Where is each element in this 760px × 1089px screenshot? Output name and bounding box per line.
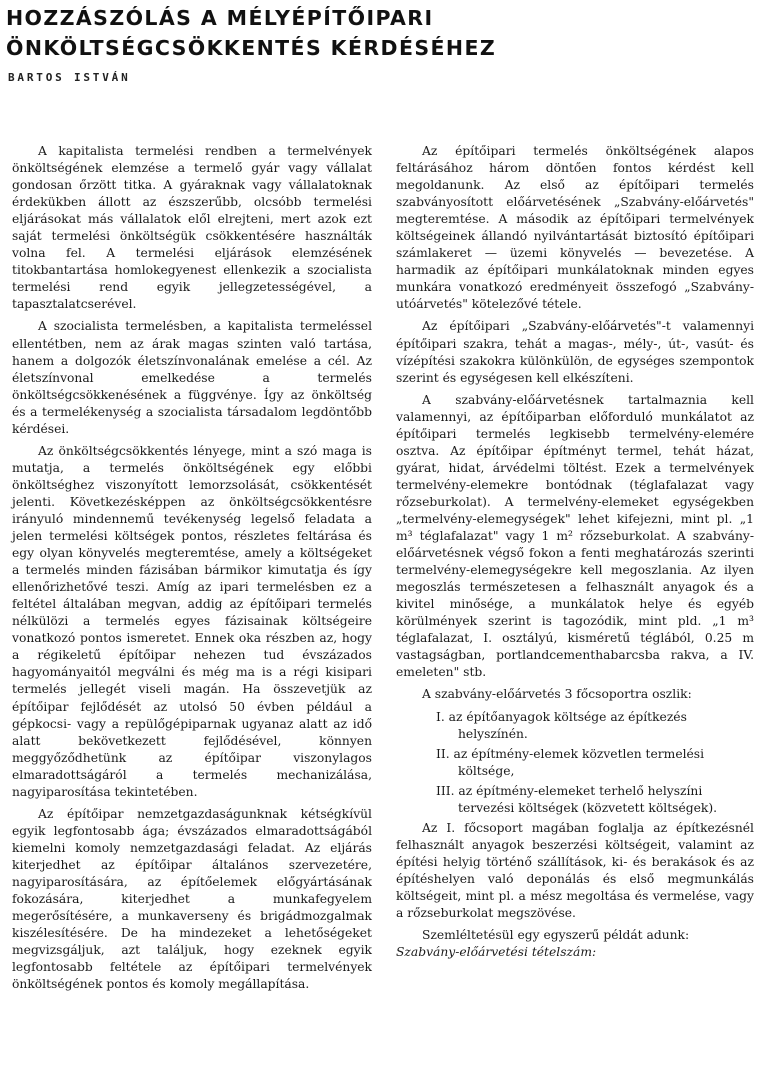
paragraph: Az önköltségcsökkentés lényege, mint a szó maga is mutatja, a termelés önköltségének egy előbbi önköltséghez viszonyított lemorzsolását, csökkentését jelenti. Következésképpen az önköltségcsökkentésre irányuló mindennemű tevékenység legelső feladata a jelen termelési költségek pontos, részletes feltárása és egy olyan könyvelés megteremtése, amely a költségeket a termelés minden fázisában bármikor kimutatja és így ellenőrizhetővé teszi. Amíg az ipari termelésben ez a feltétel általában megvan, addig az építőipari termelés nélkülözi a termelés egyes fázisainak költségeire vonatkozó pontos ismeretet. Ennek oka részben az, hogy a régikeletű építőipar nehezen tud évszázados hagyományaitól megválni és még ma is a régi kisipari termelés jellegét viseli magán. Ha összevetjük az építőipar fejlődését az utolsó 50 évben például a gépkocsi- vagy a repülőgépiparnak ugyanaz alatt az idő alatt bekövetkezett fejlődésével, könnyen meggyőződhetünk az építőipar viszonylagos elmaradottságáról a termelés mechanizálása, nagyiparosítása tekintetében. [12,443,372,799]
title-line-1: HOZZÁSZÓLÁS A MÉLYÉPÍTŐIPARI [6,6,434,30]
list-item: II. az építmény-elemek közvetlen termelési költsége, [436,746,705,778]
author-byline: BARTOS ISTVÁN [8,71,131,84]
paragraph: Az építőipar nemzetgazdaságunknak kétségkívül egyik legfontosabb ága; évszázados elmaradottságából kiemelni komoly nemzetgazdasági feladat. Az eljárás kiterjedhet az építőipar általános szervezetére, nagyiparosítására, az építőelemek előgyártásának fokozására, kiterjedhet a munkafegyelem megerősítésére, a munkaverseny és brigádmozgalmak kiszélesítésére. De ha mindezeket a lehetőségeket megvizsgáljuk, azt találjuk, hogy ezeknek egyik legfontosabb feltétele az építőipari termelvények önköltségének pontos és komoly megállapítása. [12,806,372,992]
list-item: I. az építőanyagok költsége az építkezés helyszínén. [436,709,687,741]
example-heading: Szabvány-előárvetési tételszám: [396,945,597,960]
paragraph: A szocialista termelésben, a kapitalista termeléssel ellentétben, nem az árak magas szinten való tartása, hanem a dolgozók életszínvonalának emelése a cél. Az életszínvonal emelkedése a termelés önköltségcsökkenésének a függvénye. Így az önköltség és a termelékenység a szocialista társadalom legdöntőbb kérdései. [12,319,372,436]
paragraph: Az I. főcsoport magában foglalja az építkezésnél felhasznált anyagok beszerzési költségeit, valamint az építési helyig történő szállítások, ki- és berakások és az építéshelyen való deponálás és első megmunkálás költségeit, mint pl. a mész megoltása és vermelése, vagy a rőzseburkolat megszövése. [396,820,754,921]
article-title [6,3,746,63]
paragraph: Az építőipari „Szabvány-előárvetés"-t valamennyi építőipari szakra, tehát a magas-, mély-, út-, vasút- és vízépítési szakokra különkülön, de egységes szempontok szerint és egységesen kell elkészíteni. [396,319,754,385]
list-item: III. az építmény-elemeket terhelő helyszíni tervezési költségek (közvetett költségek). [436,783,718,815]
paragraph: A szabvány-előárvetésnek tartalmaznia kell valamennyi, az építőiparban előforduló munkálatot az építőipari termelés legkisebb termelvény-elemére osztva. Az építőipar építményt termel, tehát házat, gyárat, hidat, árvédelmi töltést. Ezek a termelvények termelvény-elemekre bontódnak (téglafalazat vagy rőzseburkolat). A termelvény-elemeket egységekben „termelvény-elemegységek" lehet kifejezni, mint pl. „1 m³ téglafalazat" vagy 1 m² rőzseburkolat. A szabvány-előárvetésnek végső fokon a fenti meghatározás szerinti termelvény-elemegységekre kell megoszlania. Az ilyen megoszlás természetesen a felhasznált anyagok és a kivitel minősége, a munkálatok helye és egyéb körülmények szerint is tagozódik, mint pld. „1 m³ téglafalazat, I. osztályú, kisméretű téglából, 0.25 m vastagságban, portlandcementhabarcsba rakva, a IV. emeleten" stb. [396,392,754,680]
paragraph: Szemléltetésül egy egyszerű példát adunk: [422,928,690,943]
title-line-2: ÖNKÖLTSÉGCSÖKKENTÉS KÉRDÉSÉHEZ [6,36,497,60]
paragraph: A szabvány-előárvetés 3 főcsoportra oszlik: [422,687,692,702]
right-column [396,143,754,961]
paragraph: Az építőipari termelés önköltségének alapos feltárásához három döntően fontos kérdést kell megoldanunk. Az első az építőipari termelés szabványosított előárvetésének „Szabvány-előárvetés" megteremtése. A második az építőipari termelvények költségeinek állandó nyilvántartását biztosító építőipari számlakeret — üzemi könyvelés — bevezetése. A harmadik az építőipari munkálatoknak minden egyes munkára vonatkozó eredményeit összefogó „Szabvány-utóárvetés" kötelezővé tétele. [396,144,754,312]
paragraph: A kapitalista termelési rendben a termelvények önköltségének elemzése a termelő gyár vagy vállalat gondosan őrzött titka. A gyáraknak vagy vállalatoknak érdekükben állott az észszerűbb, olcsóbb termelési eljárásokat más vállalatok elől elrejteni, mert azok ezt saját termelési önköltségük csökkentésére használták volna fel. A termelési eljárások elemzésének titokbantartása homlokegyenest ellenkezik a szocialista termelési rend egyik jellegzetességével, a tapasztalatcserével. [12,144,372,312]
left-column [12,143,372,998]
